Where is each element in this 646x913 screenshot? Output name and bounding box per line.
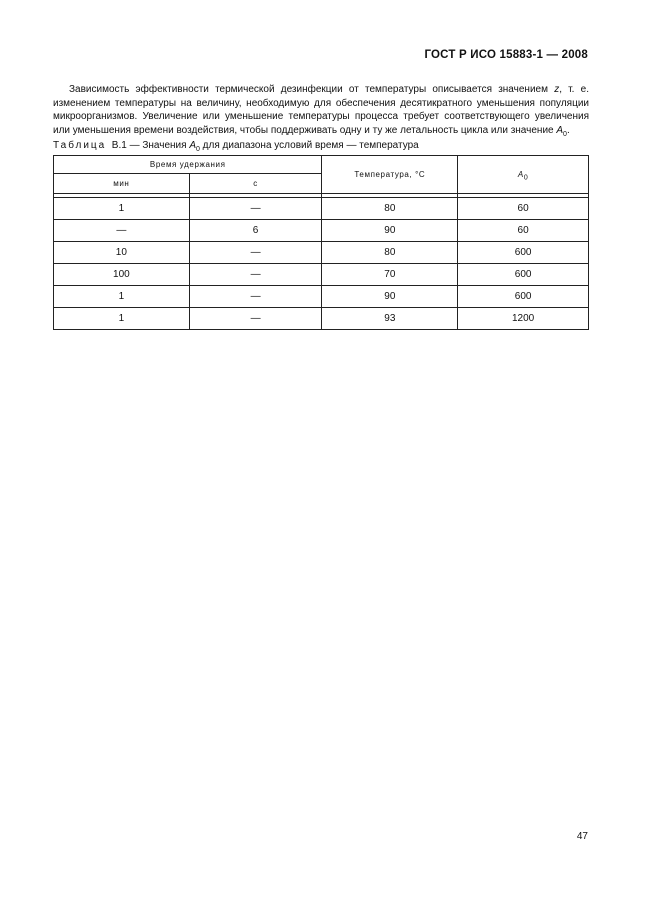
- header-hold-time: Время удержания: [54, 156, 322, 174]
- caption-a-subscript: 0: [196, 146, 200, 153]
- table-row: [54, 264, 589, 286]
- cell-sec: —: [189, 308, 322, 330]
- cell-sec: —: [189, 264, 322, 286]
- header-a-symbol: A: [517, 170, 524, 179]
- paragraph-end: .: [566, 124, 570, 136]
- cell-min: —: [54, 220, 190, 242]
- cell-sec: —: [189, 198, 322, 220]
- caption-a-symbol: A: [189, 140, 196, 151]
- a0-subscript: 0: [563, 130, 567, 138]
- cell-min: 100: [54, 264, 190, 286]
- cell-temp: 70: [322, 264, 458, 286]
- cell-min: 1: [54, 198, 190, 220]
- header-temperature: Температура, °С: [322, 156, 458, 194]
- table-row: [54, 286, 589, 308]
- caption-number: В.1 — Значения: [111, 140, 190, 151]
- cell-sec: 6: [189, 220, 322, 242]
- cell-temp: 80: [322, 198, 458, 220]
- table-row: [54, 242, 589, 264]
- header-min: мин: [54, 174, 190, 194]
- cell-min: 1: [54, 308, 190, 330]
- cell-a0: 600: [458, 264, 589, 286]
- caption-label: Таблица: [53, 140, 107, 151]
- paragraph-text-2: , т. е. изменением температуры на величину, необходимую для обеспечения десятикратного уменьшения популяции микроорганизмов. Увеличение или уменьшение температуры процесса требует соответствующего увеличения или уменьшения времени воздействия, чтобы поддерживать одну и ту же летальность цикла или значение: [53, 84, 589, 136]
- a0-values-table: [53, 155, 589, 330]
- table-row: [54, 198, 589, 220]
- header-sec: с: [189, 174, 322, 194]
- a0-symbol: A: [556, 124, 564, 136]
- page-number: 47: [576, 831, 588, 842]
- cell-a0: 600: [458, 286, 589, 308]
- cell-a0: 1200: [458, 308, 589, 330]
- caption-rest: для диапазона условий время — температура: [199, 140, 419, 151]
- cell-temp: 90: [322, 220, 458, 242]
- cell-temp: 80: [322, 242, 458, 264]
- cell-a0: 600: [458, 242, 589, 264]
- document-header: ГОСТ Р ИСО 15883-1 — 2008: [424, 49, 588, 61]
- body-paragraph: [53, 83, 589, 137]
- header-a0: [458, 156, 589, 194]
- header-a-subscript: 0: [523, 174, 529, 182]
- cell-min: 1: [54, 286, 190, 308]
- table-row: [54, 220, 589, 242]
- cell-temp: 90: [322, 286, 458, 308]
- cell-a0: 60: [458, 198, 589, 220]
- cell-sec: —: [189, 242, 322, 264]
- cell-temp: 93: [322, 308, 458, 330]
- paragraph-text-1: Зависимость эффективности термической дезинфекции от температуры описывается значением: [69, 84, 555, 95]
- z-symbol: z: [554, 84, 560, 95]
- cell-a0: 60: [458, 220, 589, 242]
- table-row: [54, 308, 589, 330]
- cell-min: 10: [54, 242, 190, 264]
- table-caption: [53, 140, 419, 151]
- cell-sec: —: [189, 286, 322, 308]
